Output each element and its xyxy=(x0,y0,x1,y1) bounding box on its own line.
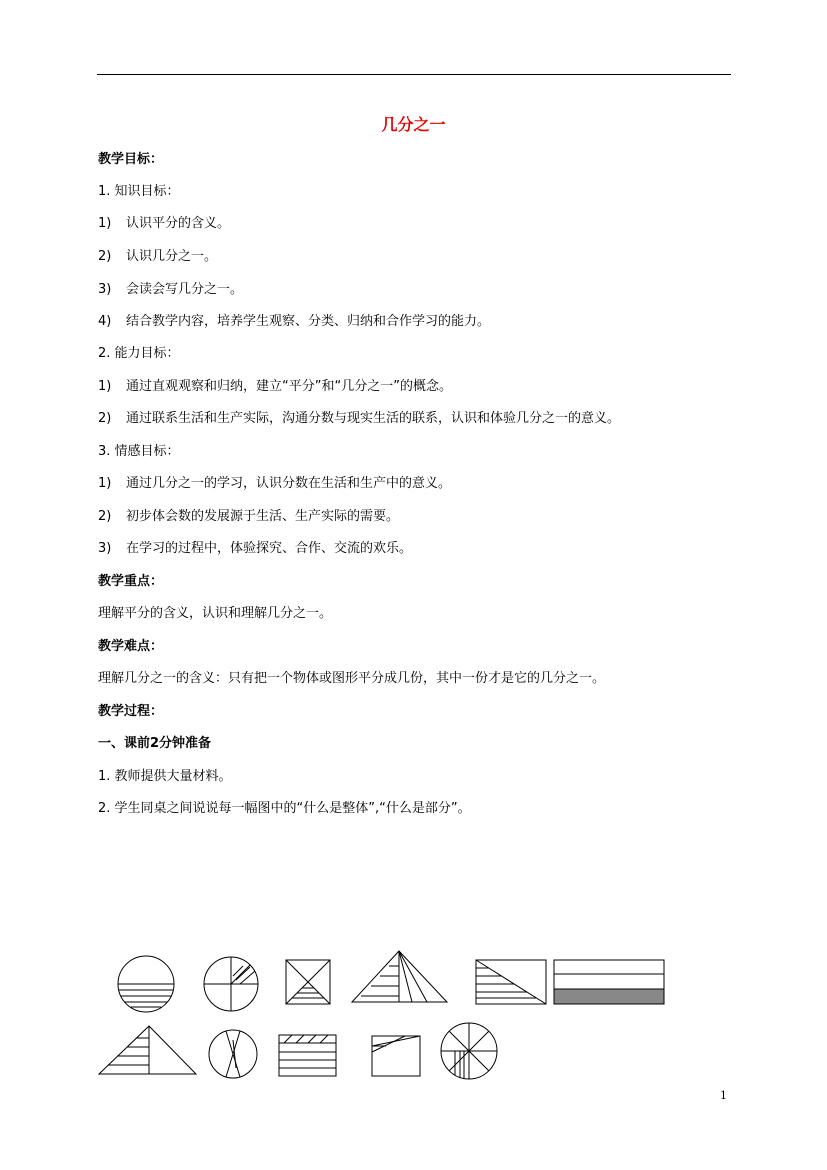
item-text: 初步体会数的发展源于生活、生产实际的需要。 xyxy=(126,509,400,524)
difficulty-text: 理解几分之一的含义：只有把一个物体或图形平分成几份，其中一份才是它的几分之一。 xyxy=(98,671,606,686)
rectangle-diagonal-figure xyxy=(476,960,546,1004)
knowledge-heading: 1. 知识目标： xyxy=(98,184,180,199)
item-text: 通过直观观察和归纳，建立“平分”和“几分之一”的概念。 xyxy=(126,379,452,394)
striped-triangle-figure xyxy=(99,1026,196,1074)
item-text: 认识几分之一。 xyxy=(126,249,218,264)
process-step: 2. 学生同桌之间说说每一幅图中的“什么是整体”,“什么是部分”。 xyxy=(98,801,471,816)
process-heading: 教学过程： xyxy=(98,704,164,719)
item-number: 2) xyxy=(98,509,112,524)
item-number: 2) xyxy=(98,249,112,264)
item-number: 3) xyxy=(98,282,112,297)
page-title: 几分之一 xyxy=(381,115,446,134)
hatched-rectangle-figure xyxy=(279,1035,336,1076)
ability-heading: 2. 能力目标： xyxy=(98,346,180,361)
striped-circle-figure xyxy=(118,956,174,1012)
item-text: 认识平分的含义。 xyxy=(126,216,231,231)
item-number: 1) xyxy=(98,216,112,231)
difficulty-heading: 教学难点： xyxy=(98,639,164,654)
item-text: 通过几分之一的学习，认识分数在生活和生产中的意义。 xyxy=(126,476,452,491)
split-triangle-figure xyxy=(352,951,447,1002)
chord-circle-figure xyxy=(209,1030,257,1078)
eighths-circle-figure xyxy=(441,1023,497,1079)
key-point-text: 理解平分的含义，认识和理解几分之一。 xyxy=(98,606,333,621)
divided-circle-figure xyxy=(204,957,258,1011)
goals-heading: 教学目标： xyxy=(98,152,164,167)
item-number: 1) xyxy=(98,379,112,394)
key-point-heading: 教学重点： xyxy=(98,574,164,589)
item-number: 2) xyxy=(98,411,112,426)
item-number: 4) xyxy=(98,314,112,329)
item-text: 结合教学内容，培养学生观察、分类、归纳和合作学习的能力。 xyxy=(126,314,491,329)
square-diagonal-figure xyxy=(286,960,330,1004)
corner-rectangle-figure xyxy=(372,1036,420,1076)
page-number: 1 xyxy=(720,1089,727,1102)
shaded-strip-figure xyxy=(554,960,664,1004)
item-text: 会读会写几分之一。 xyxy=(126,282,244,297)
section-heading: 一、课前2分钟准备 xyxy=(98,736,212,751)
item-text: 在学习的过程中，体验探究、合作、交流的欢乐。 xyxy=(126,541,413,556)
process-step: 1. 教师提供大量材料。 xyxy=(98,769,232,784)
emotion-heading: 3. 情感目标： xyxy=(98,444,180,459)
item-text: 通过联系生活和生产实际，沟通分数与现实生活的联系，认识和体验几分之一的意义。 xyxy=(126,411,621,426)
item-number: 3) xyxy=(98,541,112,556)
item-number: 1) xyxy=(98,476,112,491)
